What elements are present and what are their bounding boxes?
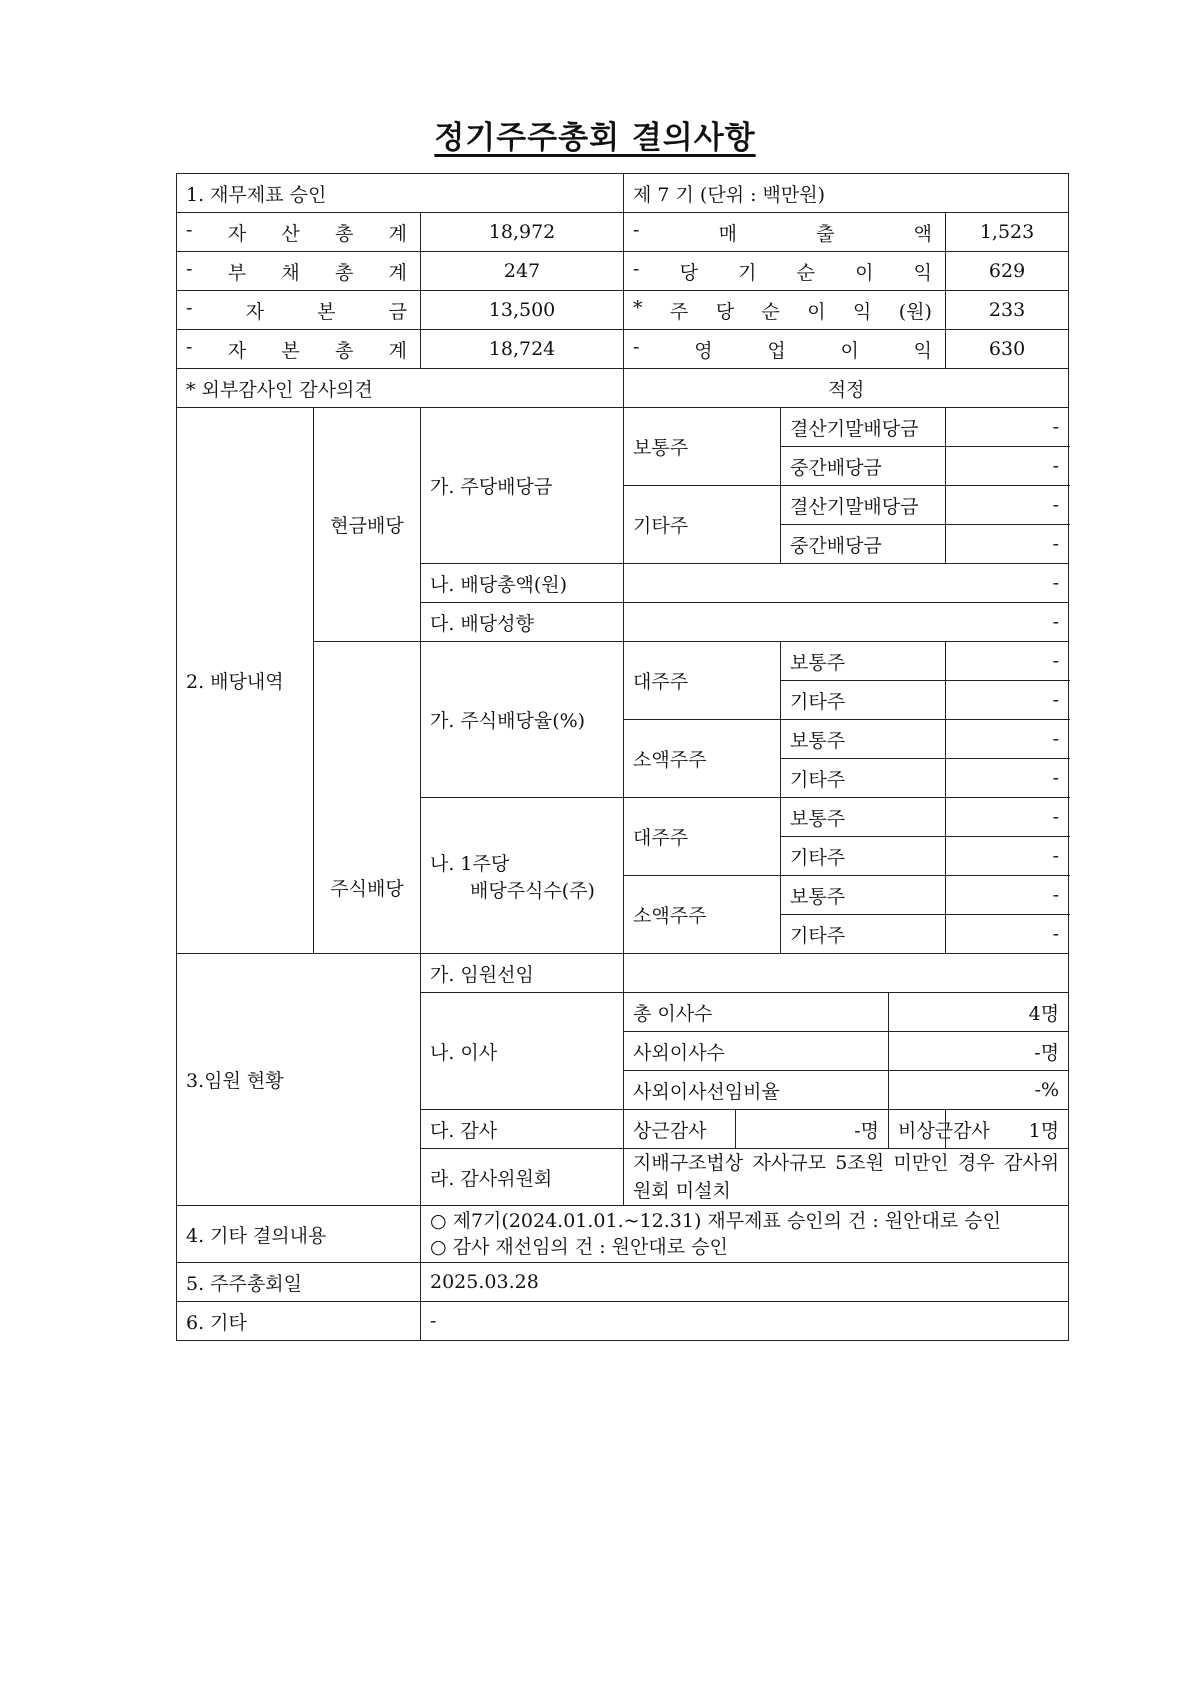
- label-char: 익: [913, 261, 933, 284]
- label-char: 이: [807, 300, 826, 323]
- outside-ratio-value: -%: [889, 1071, 1069, 1110]
- shares-major-other-label: 기타주: [781, 837, 946, 876]
- section3-label: 3.임원 현황: [177, 954, 421, 1206]
- auditor-label: 다. 감사: [421, 1110, 624, 1149]
- label-char: 본: [317, 300, 336, 323]
- shares-minor-label: 소액주주: [624, 876, 781, 954]
- nonstanding-auditor-label: 비상근감사: [889, 1110, 946, 1149]
- label-char: 부: [227, 261, 247, 284]
- label-char: 본: [281, 339, 300, 362]
- audit-committee-label: 라. 감사위원회: [421, 1149, 624, 1206]
- label-char: 업: [767, 339, 786, 362]
- resolution-line-2: ○ 감사 재선임의 건 : 원안대로 승인: [430, 1236, 728, 1258]
- cash-other-label: 기타주: [624, 486, 781, 564]
- cash-common-label: 보통주: [624, 408, 781, 486]
- label-char: 영: [694, 339, 713, 362]
- label-char: 주: [669, 300, 689, 323]
- stock-dividend-rate-label: 가. 주식배당율(%): [421, 642, 624, 798]
- label-char: 총: [334, 339, 354, 362]
- label-char: 순: [761, 300, 780, 323]
- rate-major-label: 대주주: [624, 642, 781, 720]
- total-liabilities-label: [177, 252, 421, 291]
- rate-minor-label: 소액주주: [624, 720, 781, 798]
- shares-major-other-value: -: [946, 837, 1069, 876]
- cash-common-year-end-value: -: [946, 408, 1069, 447]
- meeting-date: 2025.03.28: [421, 1263, 1069, 1302]
- shares-per-share-line1: 나. 1주당: [430, 852, 510, 875]
- audit-opinion-value: 적정: [624, 369, 1069, 408]
- capital-value: 13,500: [421, 291, 624, 330]
- operating-income-label: [624, 330, 946, 369]
- label-char: 당: [679, 261, 698, 284]
- eps-label: [624, 291, 946, 330]
- net-income-label: [624, 252, 946, 291]
- label-char: (원): [898, 300, 932, 323]
- label-char: *: [633, 296, 643, 319]
- label-char: 자: [227, 222, 247, 245]
- rate-minor-common-label: 보통주: [781, 720, 946, 759]
- shares-major-common-label: 보통주: [781, 798, 946, 837]
- dividend-total-label: 나. 배당총액(원): [421, 564, 624, 603]
- cash-other-year-end-value: -: [946, 486, 1069, 525]
- shares-minor-common-value: -: [946, 876, 1069, 915]
- document-title: 정기주주총회 결의사항: [434, 120, 756, 156]
- officer-election-value: [624, 954, 1069, 993]
- section6-label: 6. 기타: [177, 1302, 421, 1341]
- payout-ratio-value: -: [624, 603, 1069, 642]
- label-char: 산: [281, 222, 300, 245]
- audit-opinion-label: * 외부감사인 감사의견: [177, 369, 624, 408]
- dividend-total-value: -: [624, 564, 1069, 603]
- label-char: -: [186, 335, 193, 358]
- officer-election-label: 가. 임원선임: [421, 954, 624, 993]
- rate-major-common-label: 보통주: [781, 642, 946, 681]
- fiscal-period: 제 7 기 (단위 : 백만원): [624, 174, 1069, 213]
- shares-major-label: 대주주: [624, 798, 781, 876]
- resolution-table: [176, 173, 1069, 1341]
- rate-minor-common-value: -: [946, 720, 1069, 759]
- shares-minor-common-label: 보통주: [781, 876, 946, 915]
- cash-common-interim-value: -: [946, 447, 1069, 486]
- label-char: -: [186, 218, 193, 241]
- capital-label: [177, 291, 421, 330]
- label-char: 익: [852, 300, 872, 323]
- label-char: 기: [738, 261, 757, 284]
- label-char: 순: [796, 261, 815, 284]
- cash-other-interim-value: -: [946, 525, 1069, 564]
- total-liabilities-value: 247: [421, 252, 624, 291]
- label-char: 매: [718, 222, 737, 245]
- shares-minor-other-label: 기타주: [781, 915, 946, 954]
- section4-label: 4. 기타 결의내용: [177, 1206, 421, 1263]
- outside-directors-value: -명: [889, 1032, 1069, 1071]
- cash-common-year-end-label: 결산기말배당금: [781, 408, 946, 447]
- section2-label: 2. 배당내역: [177, 408, 314, 954]
- total-equity-label: [177, 330, 421, 369]
- stock-dividend-label: 주식배당: [314, 642, 421, 954]
- label-char: -: [633, 218, 640, 241]
- rate-minor-other-label: 기타주: [781, 759, 946, 798]
- label-char: -: [186, 257, 193, 280]
- label-char: 계: [388, 261, 407, 284]
- total-equity-value: 18,724: [421, 330, 624, 369]
- label-char: 자: [245, 300, 264, 323]
- section1-label: 1. 재무제표 승인: [177, 174, 624, 213]
- label-char: 이: [855, 261, 874, 284]
- rate-major-other-value: -: [946, 681, 1069, 720]
- total-assets-value: 18,972: [421, 213, 624, 252]
- cash-common-interim-label: 중간배당금: [781, 447, 946, 486]
- shares-per-share-line2: 배당주식수(주): [470, 879, 595, 902]
- eps-value: 233: [946, 291, 1069, 330]
- label-char: 이: [840, 339, 859, 362]
- standing-auditor-label: 상근감사: [624, 1110, 736, 1149]
- label-char: -: [186, 296, 193, 319]
- rate-major-other-label: 기타주: [781, 681, 946, 720]
- sales-label: [624, 213, 946, 252]
- total-directors-value: 4명: [889, 993, 1069, 1032]
- cash-dividend-label: 현금배당: [314, 408, 421, 642]
- rate-minor-other-value: -: [946, 759, 1069, 798]
- cash-other-interim-label: 중간배당금: [781, 525, 946, 564]
- nonstanding-auditor-value: 1명: [946, 1110, 1069, 1149]
- label-char: 계: [388, 339, 407, 362]
- section5-label: 5. 주주총회일: [177, 1263, 421, 1302]
- label-char: 금: [388, 300, 407, 323]
- net-income-value: 629: [946, 252, 1069, 291]
- cash-other-year-end-label: 결산기말배당금: [781, 486, 946, 525]
- label-char: 자: [227, 339, 247, 362]
- other-resolutions: [421, 1206, 1069, 1263]
- shares-major-common-value: -: [946, 798, 1069, 837]
- total-assets-label: [177, 213, 421, 252]
- total-directors-label: 총 이사수: [624, 993, 889, 1032]
- label-char: 채: [281, 261, 300, 284]
- dividend-per-share-label: 가. 주당배당금: [421, 408, 624, 564]
- shares-per-share-label: [421, 798, 624, 954]
- directors-label: 나. 이사: [421, 993, 624, 1110]
- label-char: 총: [334, 222, 354, 245]
- shares-minor-other-value: -: [946, 915, 1069, 954]
- label-char: -: [633, 335, 640, 358]
- label-char: 당: [715, 300, 735, 323]
- standing-auditor-value: -명: [736, 1110, 889, 1149]
- outside-ratio-label: 사외이사선임비율: [624, 1071, 889, 1110]
- rate-major-common-value: -: [946, 642, 1069, 681]
- label-char: 출: [816, 222, 835, 245]
- resolution-line-1: ○ 제7기(2024.01.01.~12.31) 재무제표 승인의 건 : 원안대로 승인: [430, 1210, 1001, 1232]
- label-char: 총: [334, 261, 354, 284]
- operating-income-value: 630: [946, 330, 1069, 369]
- label-char: 익: [913, 339, 932, 362]
- sales-value: 1,523: [946, 213, 1069, 252]
- payout-ratio-label: 다. 배당성향: [421, 603, 624, 642]
- label-char: 액: [913, 222, 932, 245]
- label-char: 계: [388, 222, 407, 245]
- label-char: -: [633, 257, 640, 280]
- outside-directors-label: 사외이사수: [624, 1032, 889, 1071]
- audit-committee-value: 지배구조법상 자사규모 5조원 미만인 경우 감사위원회 미설치: [624, 1149, 1069, 1206]
- other-value: -: [421, 1302, 1069, 1341]
